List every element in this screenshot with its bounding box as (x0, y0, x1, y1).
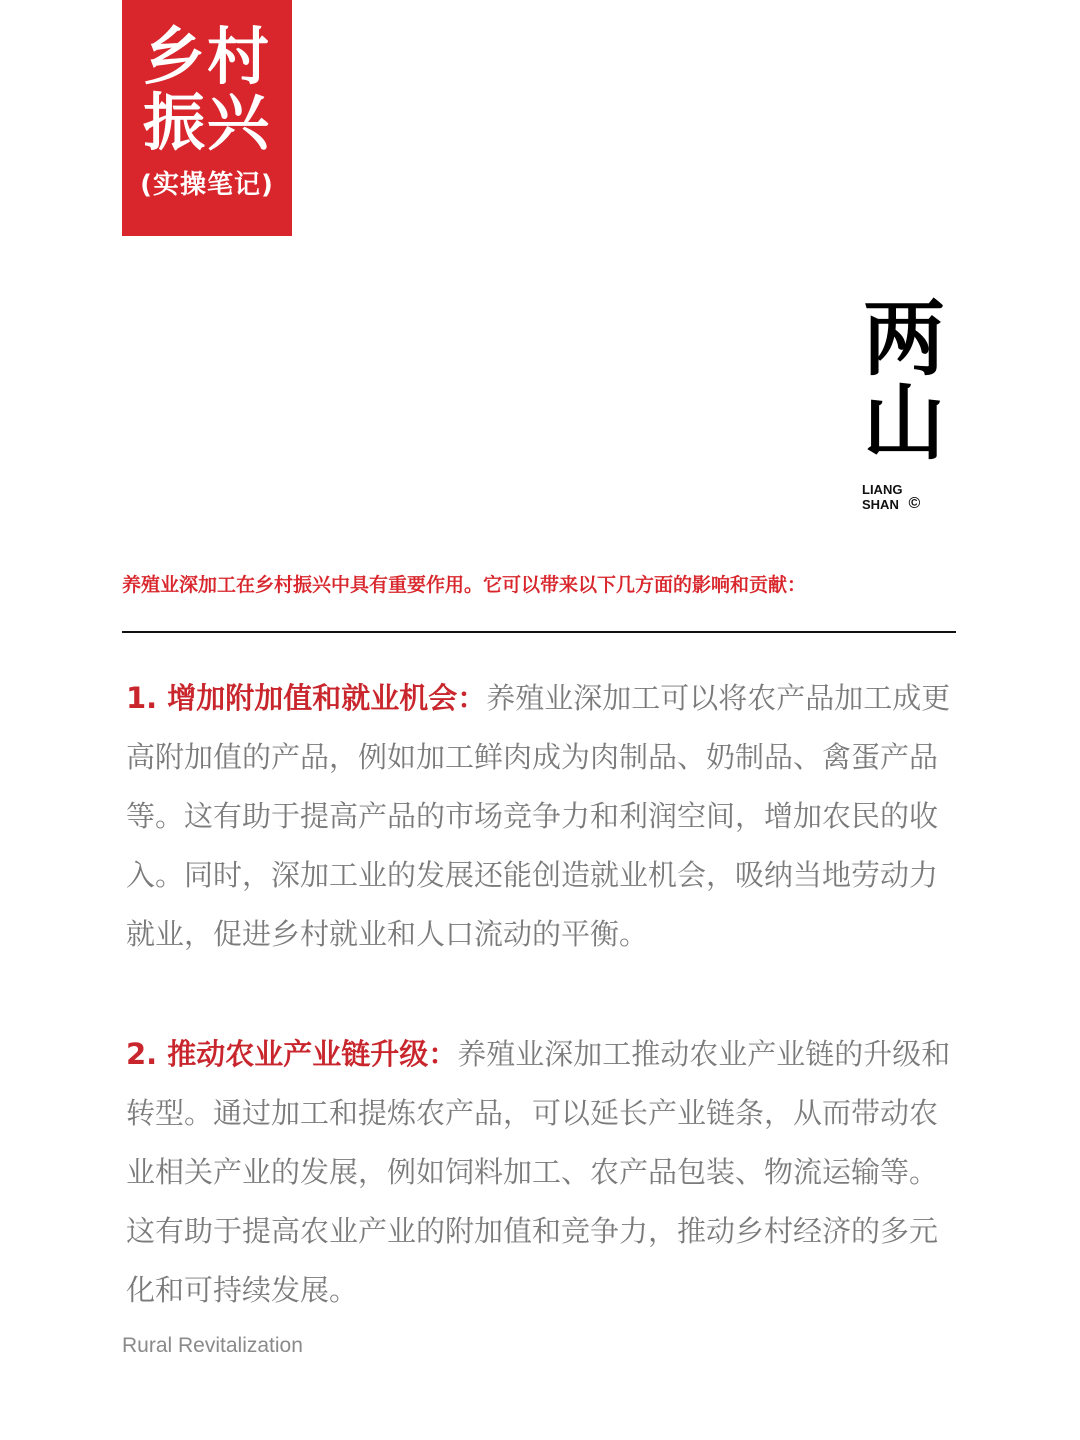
section-heading: 1. 增加附加值和就业机会： (126, 681, 487, 715)
section-body: 养殖业深加工推动农业产业链的升级和转型。通过加工和提炼农产品，可以延长产业链条，从而带动农业相关产业的发展，例如饲料加工、农产品包装、物流运输等。这有助于提高农业产业的附加值和竞争力，推动乡村经济的多元化和可持续发展。 (126, 1037, 951, 1307)
section-value-added (126, 669, 956, 964)
badge-title-line-1: 乡村 (142, 20, 271, 93)
logo-latin (862, 482, 952, 512)
section-body: 养殖业深加工可以将农产品加工成更高附加值的产品，例如加工鲜肉成为肉制品、奶制品、禽蛋产品等。这有助于提高产品的市场竞争力和利润空间，增加农民的收入。同时，深加工业的发展还能创造就业机会，吸纳当地劳动力就业，促进乡村就业和人口流动的平衡。 (126, 681, 951, 951)
copyright-icon: © (908, 495, 921, 512)
liangshan-logo (862, 292, 952, 512)
section-industry-chain (126, 1025, 956, 1320)
logo-latin-liang: LIANG (862, 482, 903, 497)
divider (122, 631, 956, 633)
logo-latin-shan: SHAN (862, 497, 899, 512)
logo-char-liang: 两 (862, 292, 945, 387)
intro-text: 养殖业深加工在乡村振兴中具有重要作用。它可以带来以下几方面的影响和贡献： (122, 574, 807, 596)
badge-subtitle: (实操笔记) (140, 170, 274, 200)
logo-char-shan: 山 (862, 376, 945, 471)
section-heading: 2. 推动农业产业链升级： (126, 1037, 458, 1071)
title-badge (122, 0, 292, 236)
badge-title-line-2: 振兴 (142, 86, 271, 159)
footer-caption: Rural Revitalization (122, 1334, 303, 1357)
